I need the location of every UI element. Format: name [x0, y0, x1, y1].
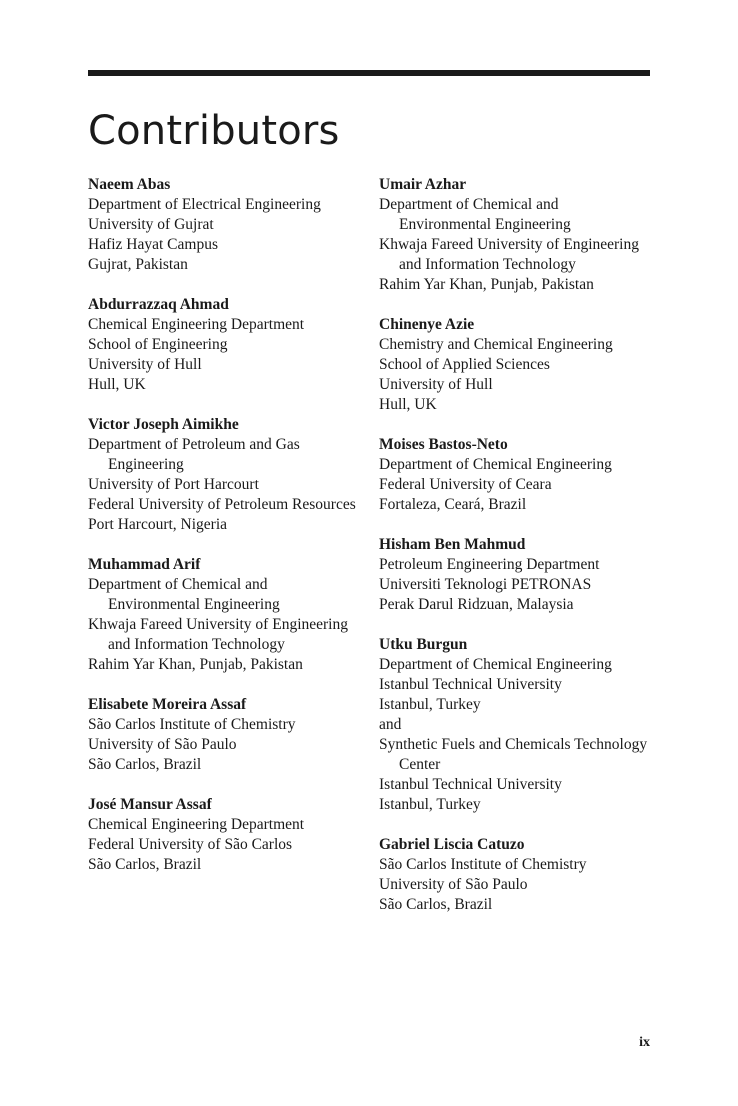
contributor-name: Hisham Ben Mahmud — [379, 536, 526, 553]
contributor-entry — [88, 295, 363, 395]
affiliation-line: School of Engineering — [88, 336, 228, 353]
contributor-entry — [379, 635, 649, 815]
affiliation-line: São Carlos Institute of Chemistry — [379, 856, 587, 873]
affiliation-line: Department of Chemical and Environmental Engineering — [379, 196, 571, 233]
affiliation-line: Chemistry and Chemical Engineering — [379, 336, 613, 353]
affiliation-line: Fortaleza, Ceará, Brazil — [379, 496, 527, 513]
affiliation-line: Federal University of Ceara — [379, 476, 552, 493]
affiliation-line: Synthetic Fuels and Chemicals Technology Center — [379, 736, 648, 773]
affiliation-line: Department of Petroleum and Gas Engineering — [88, 436, 300, 473]
affiliation-line: Federal University of Petroleum Resources — [88, 496, 356, 513]
contributor-name: Elisabete Moreira Assaf — [88, 696, 247, 713]
contributor-name: Utku Burgun — [379, 636, 468, 653]
affiliation-line: Perak Darul Ridzuan, Malaysia — [379, 596, 574, 613]
affiliation-line: Istanbul Technical University — [379, 776, 562, 793]
contributor-name: José Mansur Assaf — [88, 796, 212, 813]
affiliation-line: São Carlos, Brazil — [88, 756, 202, 773]
affiliation-line: Hafiz Hayat Campus — [88, 236, 218, 253]
affiliation-line: Department of Electrical Engineering — [88, 196, 321, 213]
affiliation-line: Hull, UK — [379, 396, 437, 413]
affiliation-line: Khwaja Fareed University of Engineering and Information Technology — [88, 616, 348, 653]
affiliation-line: Universiti Teknologi PETRONAS — [379, 576, 592, 593]
header-rule — [88, 70, 650, 76]
affiliation-line: University of São Paulo — [88, 736, 237, 753]
contributor-entry — [88, 695, 363, 775]
page-title: Contributors — [88, 108, 340, 154]
affiliation-line: Port Harcourt, Nigeria — [88, 516, 228, 533]
contributor-entry — [88, 175, 363, 275]
contributor-name: Abdurrazzaq Ahmad — [88, 296, 229, 313]
contributor-entry — [88, 415, 363, 535]
contributor-entry — [379, 315, 649, 415]
affiliation-line: University of Port Harcourt — [88, 476, 259, 493]
contributor-entry — [88, 795, 363, 875]
affiliation-line: Hull, UK — [88, 376, 146, 393]
contributor-name: Naeem Abas — [88, 176, 171, 193]
contributors-right-column — [379, 175, 649, 935]
page-number: ix — [639, 1035, 650, 1050]
affiliation-line: Gujrat, Pakistan — [88, 256, 188, 273]
affiliation-line: Istanbul, Turkey — [379, 796, 481, 813]
contributor-entry — [379, 535, 649, 615]
affiliation-line: University of Hull — [379, 376, 493, 393]
affiliation-line: and — [379, 716, 402, 733]
contributor-entry — [379, 175, 649, 295]
affiliation-line: Rahim Yar Khan, Punjab, Pakistan — [88, 656, 303, 673]
affiliation-line: University of Gujrat — [88, 216, 214, 233]
contributor-name: Moises Bastos-Neto — [379, 436, 508, 453]
affiliation-line: Department of Chemical Engineering — [379, 456, 612, 473]
affiliation-line: University of Hull — [88, 356, 202, 373]
affiliation-line: School of Applied Sciences — [379, 356, 550, 373]
affiliation-line: São Carlos, Brazil — [88, 856, 202, 873]
affiliation-line: Khwaja Fareed University of Engineering and Information Technology — [379, 236, 639, 273]
contributors-left-column — [88, 175, 363, 895]
contributor-name: Umair Azhar — [379, 176, 467, 193]
contributor-name: Victor Joseph Aimikhe — [88, 416, 239, 433]
affiliation-line: Istanbul Technical University — [379, 676, 562, 693]
affiliation-line: São Carlos Institute of Chemistry — [88, 716, 296, 733]
contributor-entry — [88, 555, 363, 675]
contributor-entry — [379, 435, 649, 515]
affiliation-line: Federal University of São Carlos — [88, 836, 293, 853]
contributor-name: Muhammad Arif — [88, 556, 201, 573]
affiliation-line: Istanbul, Turkey — [379, 696, 481, 713]
affiliation-line: Chemical Engineering Department — [88, 816, 305, 833]
affiliation-line: São Carlos, Brazil — [379, 896, 493, 913]
contributor-name: Gabriel Liscia Catuzo — [379, 836, 525, 853]
contributor-name: Chinenye Azie — [379, 316, 475, 333]
affiliation-line: Petroleum Engineering Department — [379, 556, 600, 573]
affiliation-line: University of São Paulo — [379, 876, 528, 893]
affiliation-line: Rahim Yar Khan, Punjab, Pakistan — [379, 276, 594, 293]
affiliation-line: Department of Chemical and Environmental Engineering — [88, 576, 280, 613]
contributor-entry — [379, 835, 649, 915]
affiliation-line: Chemical Engineering Department — [88, 316, 305, 333]
affiliation-line: Department of Chemical Engineering — [379, 656, 612, 673]
